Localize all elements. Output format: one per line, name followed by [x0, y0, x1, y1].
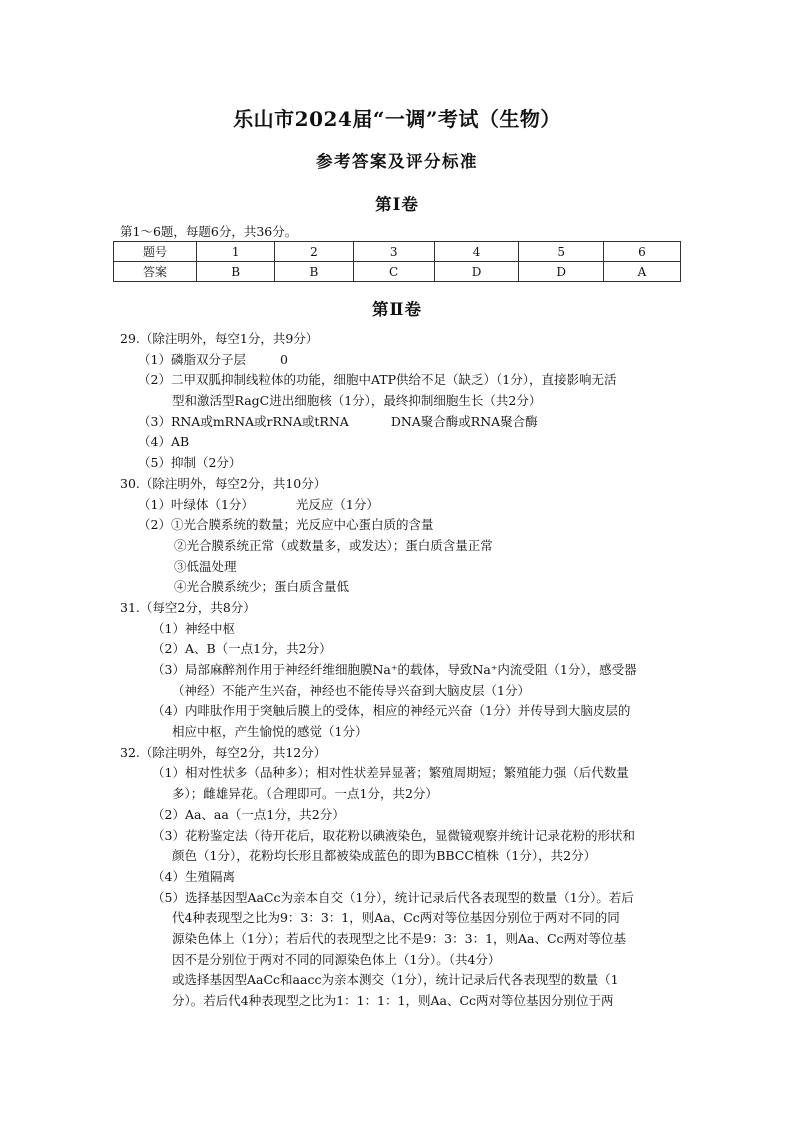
answer-cell: D [434, 262, 519, 282]
answer-line: 相应中枢，产生愉悦的感觉（1分） [172, 724, 368, 740]
answer-line: （5）选择基因型AaCc为亲本自交（1分），统计记录后代各表现型的数量（1分）。若后 [152, 889, 634, 905]
answer-text: （1）叶绿体（1分） [138, 496, 254, 512]
volume-1-heading: 第Ⅰ卷 [375, 195, 419, 214]
answer-text: 0 [279, 351, 288, 367]
answer-line: ②光合膜系统正常（或数量多，或发达）；蛋白质含量正常 [174, 537, 493, 553]
answer-line: 分）。若后代4种表现型之比为1：1：1：1，则Aa、Cc两对等位基因分别位于两 [172, 993, 614, 1008]
answer-line [120, 350, 685, 371]
answer-text: （1）磷脂双分子层 [138, 351, 246, 367]
table-header-cell: 答案 [114, 262, 197, 282]
answer-line: 因不是分别位于两对不同的同源染色体上（1分）。（共4分） [172, 951, 501, 967]
answer-line: 或选择基因型AaCc和aacc为亲本测交（1分），统计记录后代各表现型的数量（1 [172, 972, 619, 988]
answer-line: （4）生殖隔离 [152, 868, 235, 884]
answer-line: 型和激活型RagC进出细胞核（1分），最终抑制细胞生长（共2分） [172, 393, 542, 409]
table-row [114, 262, 681, 282]
question-number-cell: 1 [197, 242, 275, 262]
question-number-cell: 4 [434, 242, 519, 262]
question-32-heading: 32.（除注明外，每空2分，共12分） [120, 744, 327, 760]
answer-line: （5）抑制（2分） [138, 455, 242, 471]
answer-line: ④光合膜系统少；蛋白质含量低 [174, 579, 350, 595]
answer-line: 源染色体上（1分）；若后代的表现型之比不是9：3：3：1，则Aa、Cc两对等位基 [172, 930, 627, 946]
question-29-heading: 29.（除注明外，每空1分，共9分） [120, 331, 319, 346]
page-title: 乐山市2024届“一调”考试（生物） [233, 107, 561, 131]
question-30-heading: 30.（除注明外，每空2分，共10分） [120, 475, 327, 491]
answer-line [120, 495, 685, 516]
answer-cell: C [353, 262, 434, 282]
question-number-cell: 6 [603, 242, 680, 262]
answer-text: （3）RNA或mRNA或rRNA或tRNA [138, 413, 349, 429]
section-1-note: 第1～6题，每题6分，共36分。 [120, 224, 298, 239]
answer-content [120, 329, 685, 1012]
answer-line: （神经）不能产生兴奋，神经也不能传导兴奋到大脑皮层（1分） [172, 682, 530, 698]
answer-line: （3）花粉鉴定法（待开花后，取花粉以碘液染色，显微镜观察并统计记录花粉的形状和 [152, 827, 635, 843]
answer-cell: B [197, 262, 275, 282]
answer-line: 代4种表现型之比为9：3：3：1，则Aa、Cc两对等位基因分别位于两对不同的同 [172, 910, 620, 926]
answer-line: （2）A、B（一点1分，共2分） [152, 641, 332, 657]
answer-line: （1）相对性状多（品种多）；相对性状差异显著；繁殖周期短；繁殖能力强（后代数量 [152, 765, 629, 781]
answer-line: ③低温处理 [174, 558, 237, 574]
answer-text: 光反应（1分） [295, 496, 379, 512]
answer-line: （2）①光合膜系统的数量；光反应中心蛋白质的含量 [138, 517, 434, 533]
answer-line [120, 412, 685, 433]
table-row [114, 242, 681, 262]
volume-2-heading: 第Ⅱ卷 [372, 300, 422, 319]
page-subtitle: 参考答案及评分标准 [316, 152, 478, 171]
answer-cell: A [603, 262, 680, 282]
answer-cell: B [275, 262, 353, 282]
question-number-cell: 3 [353, 242, 434, 262]
answer-table [113, 241, 681, 282]
question-31-heading: 31.（每空2分，共8分） [120, 599, 256, 615]
answer-line: （4）AB [138, 434, 190, 450]
answer-cell: D [519, 262, 604, 282]
question-number-cell: 5 [519, 242, 604, 262]
answer-line: （2）二甲双胍抑制线粒体的功能，细胞中ATP供给不足（缺乏）（1分），直接影响无活 [138, 372, 617, 388]
table-header-cell: 题号 [114, 242, 197, 262]
answer-line: （2）Aa、aa（一点1分，共2分） [152, 806, 345, 822]
answer-line: （3）局部麻醉剂作用于神经纤维细胞膜Na⁺的载体，导致Na⁺内流受阻（1分），感受器 [152, 662, 637, 677]
answer-line: （4）内啡肽作用于突触后膜上的受体，相应的神经元兴奋（1分）并传导到大脑皮层的 [152, 703, 631, 719]
answer-line: 多）；雌雄异花。（合理即可。一点1分，共2分） [172, 786, 438, 802]
answer-line: 颜色（1分），花粉均长形且都被染成蓝色的即为BBCC植株（1分），共2分） [172, 848, 597, 864]
question-number-cell: 2 [275, 242, 353, 262]
answer-text: DNA聚合酶或RNA聚合酶 [390, 413, 538, 429]
answer-line: （1）神经中枢 [152, 620, 235, 636]
